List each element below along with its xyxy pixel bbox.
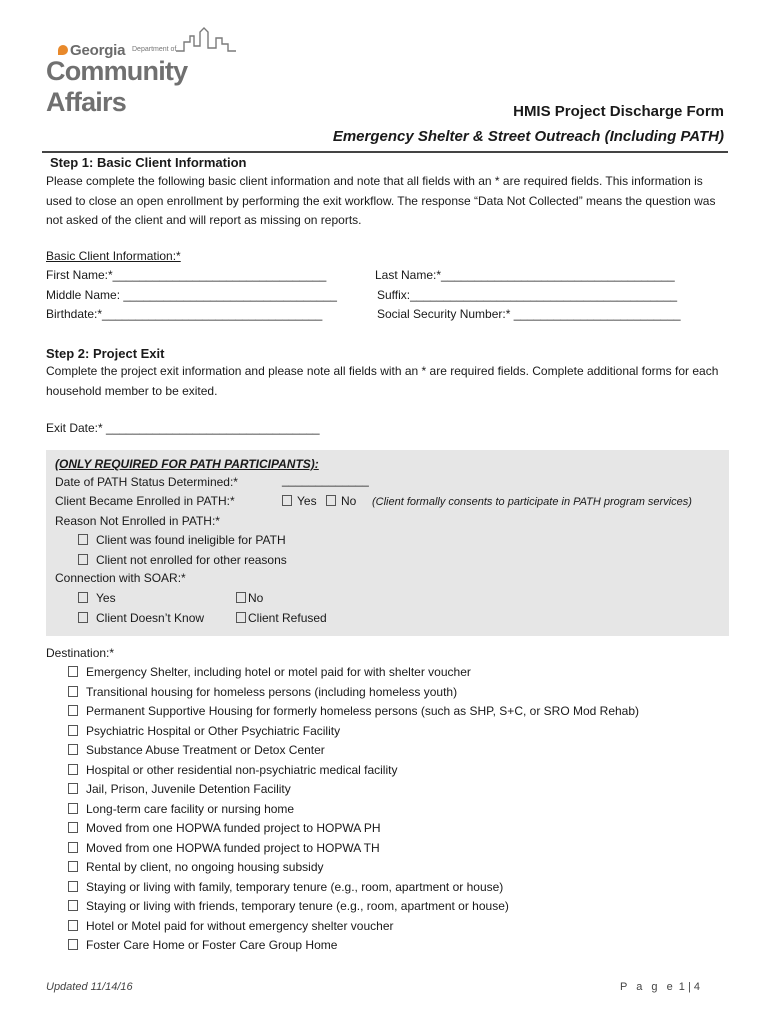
destination-option[interactable] [68, 841, 380, 856]
destination-option[interactable] [68, 743, 325, 758]
checkbox-icon [326, 495, 336, 506]
logo-name: Community Affairs [46, 56, 188, 117]
destination-option[interactable] [68, 763, 397, 778]
destination-option-label: Psychiatric Hospital or Other Psychiatric Facility [86, 723, 341, 738]
soar-yes-label: Yes [96, 591, 116, 605]
path-status-date-field[interactable]: _____________ [282, 473, 369, 487]
skyline-logo-icon [176, 26, 266, 52]
first-name-field[interactable]: First Name:*________________________________ [46, 268, 327, 282]
checkbox-icon [68, 705, 78, 716]
destination-option-label: Permanent Supportive Housing for formerly homeless persons (such as SHP, S+C, or SRO Mod Rehab) [86, 704, 640, 718]
path-yes-label: Yes [297, 494, 317, 508]
checkbox-icon [236, 592, 246, 603]
checkbox-icon [68, 803, 78, 814]
destination-option[interactable] [68, 724, 340, 739]
destination-option[interactable] [68, 782, 291, 797]
destination-option[interactable] [68, 821, 381, 836]
reason-not-enrolled-label: Reason Not Enrolled in PATH:* [55, 514, 220, 528]
suffix-field[interactable]: Suffix:________________________________________ [377, 288, 678, 302]
soar-no-label: No [248, 591, 264, 605]
path-enrolled-note: (Client formally consents to participate in PATH program services) [372, 496, 692, 508]
step2-heading: Step 2: Project Exit [46, 346, 165, 361]
checkbox-icon [68, 861, 78, 872]
exit-date-field[interactable]: Exit Date:* ________________________________ [46, 421, 320, 435]
checkbox-icon [68, 764, 78, 775]
path-enrolled-yes[interactable] [282, 494, 317, 509]
checkbox-icon [78, 534, 88, 545]
checkbox-icon [68, 822, 78, 833]
destination-option[interactable] [68, 919, 393, 934]
checkbox-icon [68, 900, 78, 911]
checkbox-icon [68, 920, 78, 931]
soar-dk-label: Client Doesn’t Know [96, 611, 205, 625]
destination-option-label: Staying or living with friends, temporary tenure (e.g., room, apartment or house) [86, 899, 509, 913]
destination-option-label: Long-term care facility or nursing home [86, 801, 295, 816]
path-status-label: Date of PATH Status Determined:* [55, 475, 238, 489]
header-divider [42, 151, 728, 153]
checkbox-icon [282, 495, 292, 506]
checkbox-icon [78, 592, 88, 603]
destination-option-label: Moved from one HOPWA funded project to HOPWA PH [86, 821, 381, 835]
destination-option[interactable] [68, 802, 294, 817]
form-subtitle: Emergency Shelter & Street Outreach (Including PATH) [332, 128, 724, 145]
soar-refused-label: Client Refused [248, 611, 327, 625]
footer-page-number [620, 981, 700, 993]
destination-option[interactable] [68, 880, 503, 895]
checkbox-icon [78, 554, 88, 565]
destination-option[interactable] [68, 685, 457, 700]
ssn-field[interactable]: Social Security Number:* _________________________ [377, 307, 681, 321]
birthdate-field[interactable]: Birthdate:*_________________________________ [46, 307, 323, 321]
reason-other-label: Client not enrolled for other reasons [96, 553, 287, 567]
path-heading: (ONLY REQUIRED FOR PATH PARTICIPANTS): [55, 457, 319, 471]
checkbox-icon [68, 939, 78, 950]
destination-option[interactable] [68, 665, 471, 680]
step1-heading: Step 1: Basic Client Information [50, 155, 247, 170]
checkbox-icon [68, 725, 78, 736]
path-enrolled-label: Client Became Enrolled in PATH:* [55, 494, 235, 508]
logo-brand-text: Georgia [70, 42, 126, 59]
checkbox-icon [68, 842, 78, 853]
step2-instructions: Complete the project exit information and please note all fields with an * are required fields. Complete additional forms for each household member to be exited. [46, 364, 719, 398]
path-no-label: No [341, 494, 357, 508]
reason-ineligible-option[interactable] [78, 533, 286, 548]
page-num: 1 | 4 [678, 981, 700, 993]
step1-instructions: Please complete the following basic client information and note that all fields with an * are required fields. This information is used to close an open enrollment by performing the exit workflow. The response “Data Not Collected” means the question was not asked of the client and will report as missing on reports. [46, 174, 716, 227]
basic-info-label: Basic Client Information:* [46, 249, 181, 263]
destination-option-label: Hospital or other residential non-psychiatric medical facility [86, 762, 398, 777]
checkbox-icon [68, 783, 78, 794]
reason-other-option[interactable] [78, 553, 287, 568]
destination-option-label: Foster Care Home or Foster Care Group Home [86, 938, 338, 952]
last-name-field[interactable]: Last Name:*___________________________________ [375, 268, 675, 282]
destination-option[interactable] [68, 704, 639, 719]
destination-option-label: Moved from one HOPWA funded project to HOPWA TH [86, 840, 380, 855]
footer-updated: Updated 11/14/16 [46, 981, 133, 993]
dca-logo [46, 26, 266, 117]
destination-option[interactable] [68, 899, 509, 914]
soar-refused-option[interactable] [236, 611, 327, 626]
checkbox-icon [68, 744, 78, 755]
checkbox-icon [68, 666, 78, 677]
destination-option-label: Emergency Shelter, including hotel or motel paid for with shelter voucher [86, 665, 471, 679]
soar-no-option[interactable] [236, 591, 263, 606]
destination-option[interactable] [68, 938, 337, 953]
checkbox-icon [68, 686, 78, 697]
destination-label: Destination:* [46, 646, 115, 660]
reason-ineligible-label: Client was found ineligible for PATH [96, 533, 286, 547]
checkbox-icon [68, 881, 78, 892]
destination-option-label: Rental by client, no ongoing housing subsidy [86, 860, 324, 874]
destination-option-label: Hotel or Motel paid for without emergency shelter voucher [86, 918, 394, 933]
destination-option-label: Substance Abuse Treatment or Detox Center [86, 743, 325, 757]
checkbox-icon [78, 612, 88, 623]
destination-option-label: Jail, Prison, Juvenile Detention Facility [86, 782, 291, 796]
logo-dept: Department of [132, 46, 177, 53]
soar-dk-option[interactable] [78, 611, 204, 626]
checkbox-icon [236, 612, 246, 623]
page-word: P a g e [620, 981, 676, 993]
destination-option-label: Transitional housing for homeless persons (including homeless youth) [86, 684, 458, 699]
destination-option-label: Staying or living with family, temporary tenure (e.g., room, apartment or house) [86, 879, 504, 894]
soar-label: Connection with SOAR:* [55, 571, 186, 585]
peach-icon [58, 45, 68, 55]
destination-option[interactable] [68, 860, 324, 875]
soar-yes-option[interactable] [78, 591, 116, 606]
path-enrolled-no[interactable] [326, 494, 356, 509]
form-title: HMIS Project Discharge Form [513, 103, 724, 120]
middle-name-field[interactable]: Middle Name: ________________________________ [46, 288, 337, 302]
